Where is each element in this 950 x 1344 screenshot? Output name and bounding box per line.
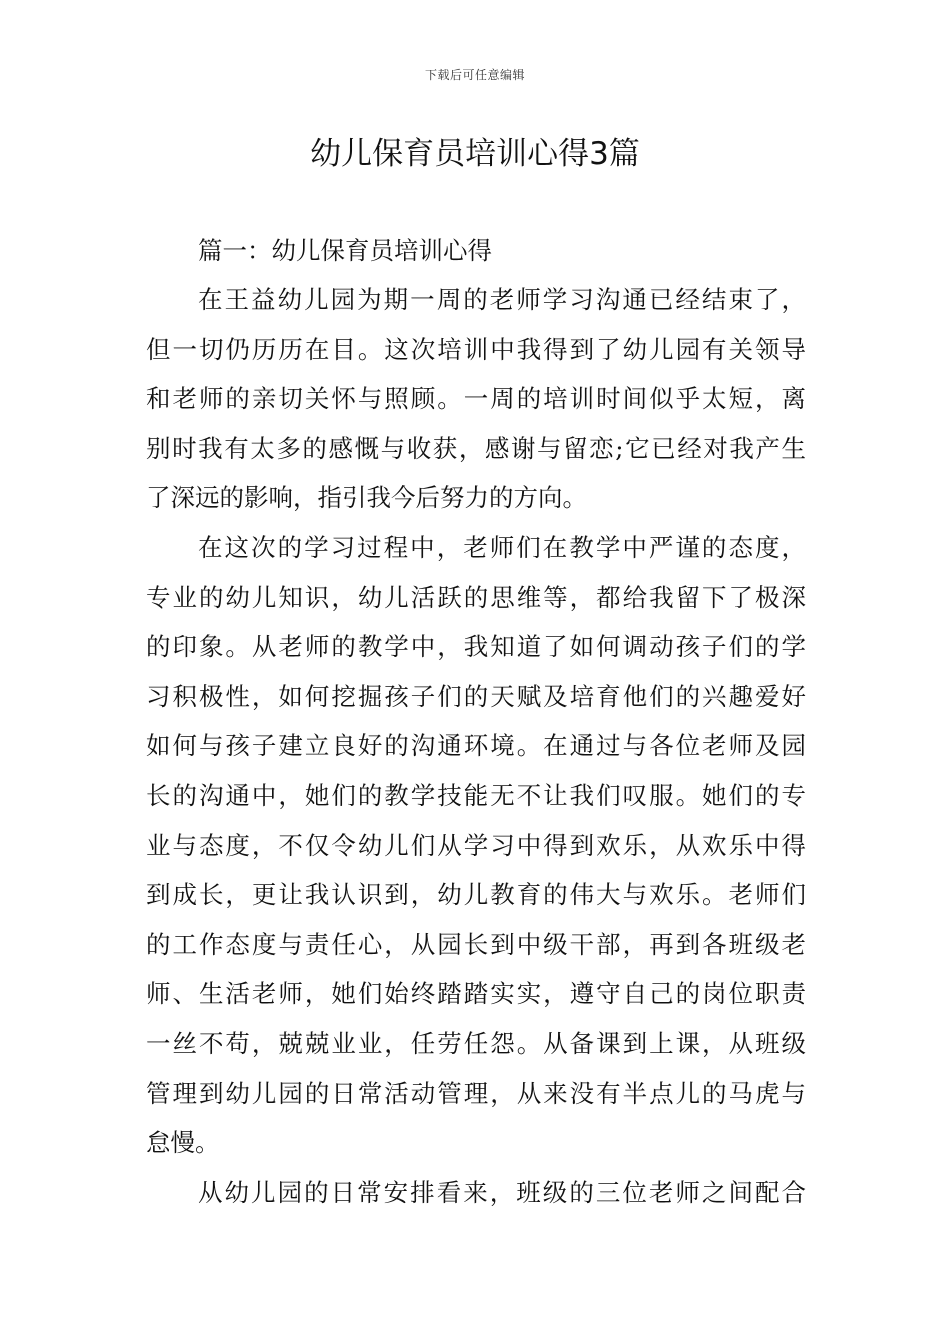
paragraph (146, 523, 806, 1168)
paragraph-line: 别时我有太多的感慨与收获，感谢与留恋;它已经对我产生 (146, 433, 806, 463)
paragraph (146, 1168, 806, 1218)
paragraph-line: 师、生活老师，她们始终踏踏实实，遵守自己的岗位职责 (146, 979, 806, 1009)
paragraph-line: 到成长，更让我认识到，幼儿教育的伟大与欢乐。老师们 (146, 880, 806, 910)
paragraph-line: 在这次的学习过程中，老师们在教学中严谨的态度， (198, 532, 806, 562)
paragraph-line: 习积极性，如何挖掘孩子们的天赋及培育他们的兴趣爱好 (146, 681, 806, 711)
paragraph (146, 275, 806, 523)
paragraph-line: 从幼儿园的日常安排看来，班级的三位老师之间配合 (198, 1177, 806, 1207)
paragraph-line: 专业的幼儿知识，幼儿活跃的思维等，都给我留下了极深 (146, 582, 806, 612)
paragraph-line: 但一切仍历历在目。这次培训中我得到了幼儿园有关领导 (146, 334, 806, 364)
paragraph-line: 管理到幼儿园的日常活动管理，从来没有半点儿的马虎与 (146, 1078, 806, 1108)
paragraph-line: 怠慢。 (146, 1128, 220, 1158)
paragraph-line: 一丝不苟，兢兢业业，任劳任怨。从备课到上课，从班级 (146, 1028, 806, 1058)
document-title: 幼儿保育员培训心得3篇 (310, 136, 640, 172)
paragraph-line: 的印象。从老师的教学中，我知道了如何调动孩子们的学 (146, 632, 806, 662)
header-note: 下载后可任意编辑 (424, 68, 525, 82)
document-body (146, 226, 806, 1217)
paragraph-line: 和老师的亲切关怀与照顾。一周的培训时间似乎太短，离 (146, 384, 806, 414)
paragraph-line: 的工作态度与责任心，从园长到中级干部，再到各班级老 (146, 929, 806, 959)
paragraph-line: 如何与孩子建立良好的沟通环境。在通过与各位老师及园 (146, 731, 806, 761)
paragraph-line: 长的沟通中，她们的教学技能无不让我们叹服。她们的专 (146, 780, 806, 810)
paragraph-line: 在王益幼儿园为期一周的老师学习沟通已经结束了， (198, 285, 806, 314)
paragraph-line: 了深远的影响，指引我今后努力的方向。 (146, 483, 587, 513)
paragraph-line: 业与态度，不仅令幼儿们从学习中得到欢乐，从欢乐中得 (146, 830, 806, 860)
section-heading: 篇一：幼儿保育员培训心得 (198, 236, 492, 265)
